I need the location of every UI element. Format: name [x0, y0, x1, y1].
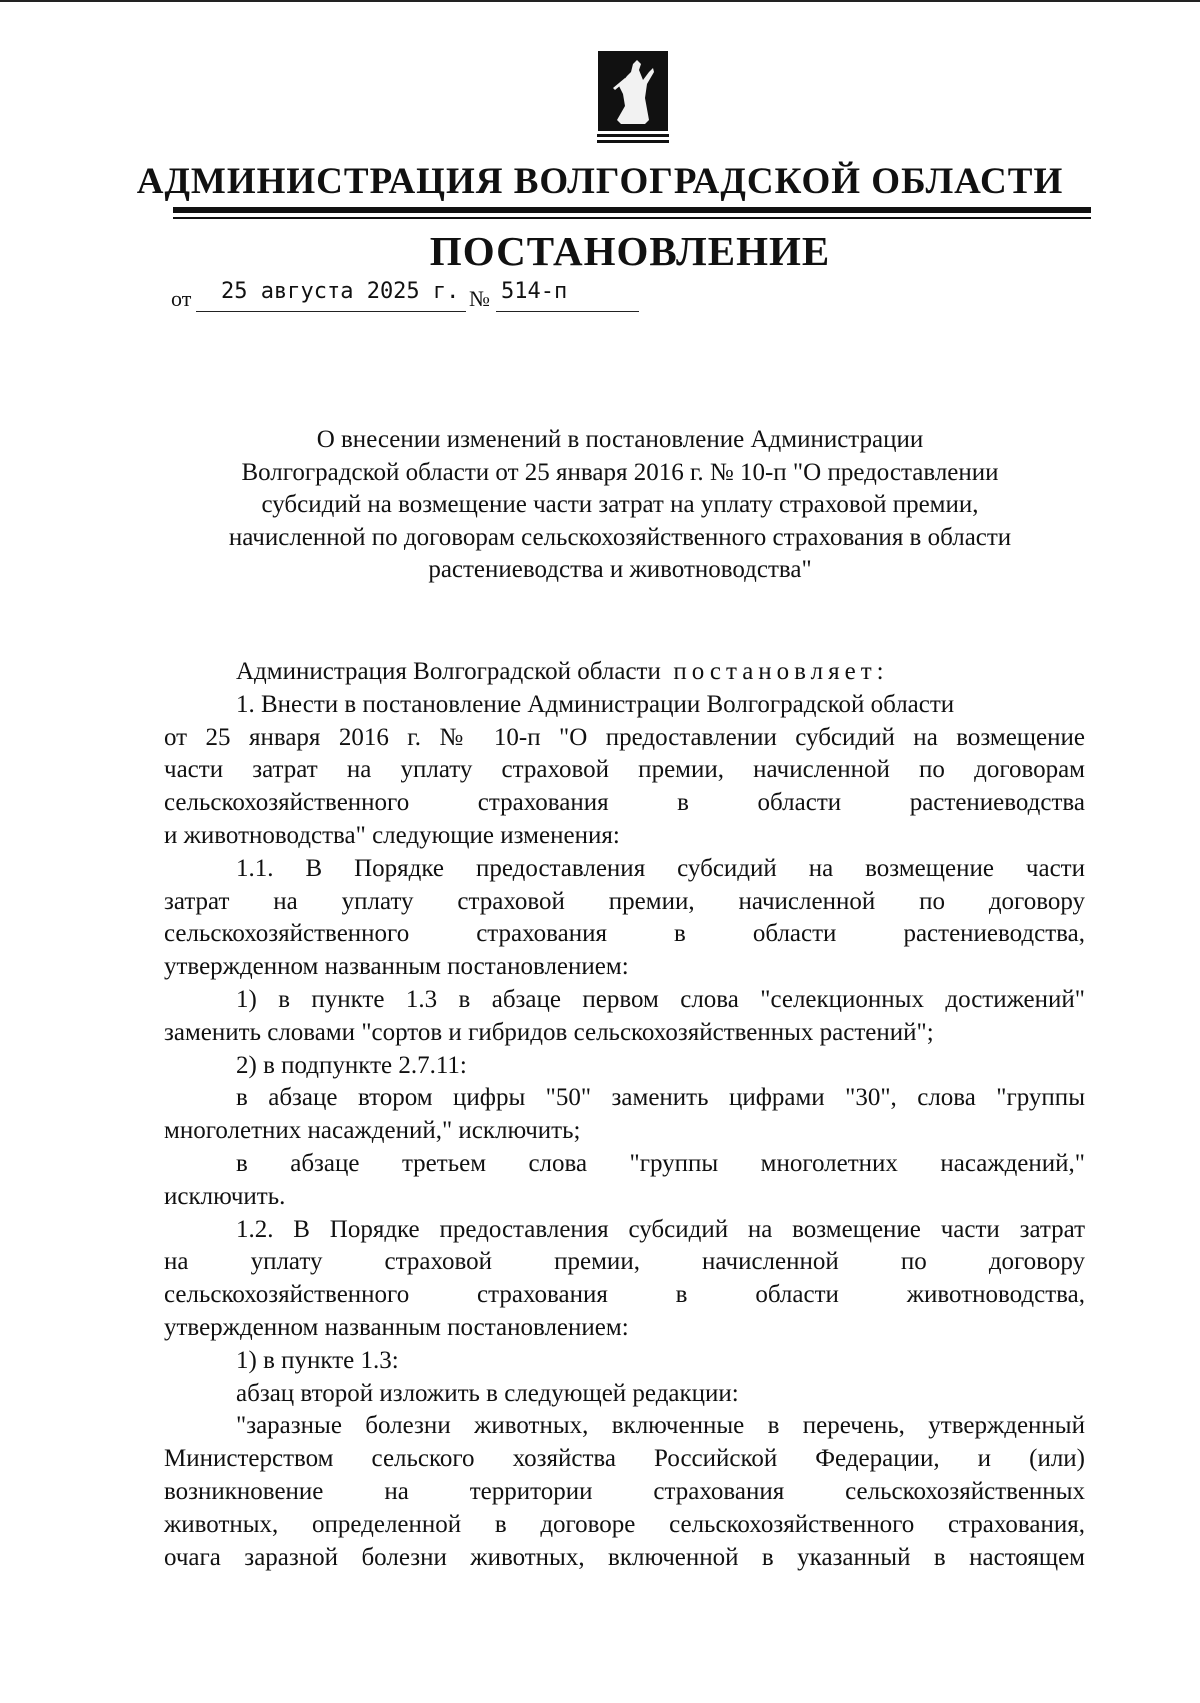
- body-line: 1) в пункте 1.3 в абзаце первом слова "селекционных достижений": [236, 985, 1085, 1013]
- body-line: в абзаце третьем слова "группы многолетних насаждений,": [236, 1149, 1085, 1177]
- document-type-title: ПОСТАНОВЛЕНИЕ: [429, 228, 831, 274]
- body-line: сельскохозяйственного страхования в области животноводства,: [164, 1281, 1085, 1309]
- heading-line: О внесении изменений в постановление Администрации: [316, 426, 924, 453]
- heading-line: начисленной по договорам сельскохозяйственного страхования в области: [228, 523, 1012, 551]
- body-line: очага заразной болезни животных, включенной в указанный в настоящем: [164, 1543, 1085, 1571]
- body-line: затрат на уплату страховой премии, начисленной по договору: [164, 887, 1085, 915]
- heading-line: субсидий на возмещение части затрат на уплату страховой премии,: [261, 491, 979, 519]
- body-line: на уплату страховой премии, начисленной по договору: [164, 1248, 1085, 1276]
- body-line: "заразные болезни животных, включенные в перечень, утвержденный: [236, 1412, 1085, 1440]
- body-line: Министерством сельского хозяйства Российской Федерации, и (или): [164, 1445, 1085, 1473]
- body-line: утвержденном названным постановлением:: [164, 953, 629, 981]
- body-line: и животноводства" следующие изменения:: [164, 821, 620, 849]
- page-top-edge: [0, 0, 1200, 2]
- number-value: 514-п: [501, 279, 568, 304]
- body-line: утвержденном названным постановлением:: [164, 1313, 629, 1341]
- body-line: в абзаце втором цифры "50" заменить цифрами "30", слова "группы: [236, 1084, 1085, 1112]
- body-line: животных, определенной в договоре сельскохозяйственного страхования,: [164, 1510, 1085, 1538]
- number-underline: [496, 311, 639, 312]
- preamble-text: Администрация Волгоградской области: [236, 658, 661, 685]
- document-heading: [150, 424, 1090, 587]
- volgograd-emblem-icon: [597, 50, 669, 145]
- document-meta-row: [171, 276, 671, 316]
- document-body: [164, 656, 1085, 1574]
- date-value: 25 августа 2025 г.: [221, 279, 460, 304]
- body-line: заменить словами "сортов и гибридов сельскохозяйственных растений";: [164, 1018, 934, 1046]
- body-line: 1.2. В Порядке предоставления субсидий на возмещение части затрат: [236, 1215, 1085, 1243]
- body-line: от 25 января 2016 г. № 10-п "О предоставлении субсидий на возмещение: [164, 723, 1085, 751]
- body-line: 1.1. В Порядке предоставления субсидий на возмещение части: [236, 854, 1085, 882]
- body-line: части затрат на уплату страховой премии, начисленной по договорам: [164, 756, 1085, 784]
- organization-title: АДМИНИСТРАЦИЯ ВОЛГОГРАДСКОЙ ОБЛАСТИ: [136, 161, 1064, 202]
- header-rule-thin: [173, 217, 1091, 219]
- body-line: 2) в подпункте 2.7.11:: [236, 1051, 467, 1079]
- preamble-line: [164, 656, 1085, 689]
- body-line: многолетних насаждений," исключить;: [164, 1117, 581, 1145]
- preamble-verb: постановляет:: [673, 658, 889, 685]
- body-line: 1. Внести в постановление Администрации Волгоградской области: [236, 690, 955, 718]
- body-line: возникновение на территории страхования сельскохозяйственных: [164, 1477, 1085, 1505]
- body-line: исключить.: [164, 1182, 286, 1210]
- date-underline: [196, 311, 466, 312]
- heading-line: Волгоградской области от 25 января 2016 г. № 10-п "О предоставлении: [241, 458, 999, 486]
- header-rule-thick: [173, 207, 1091, 213]
- body-line: сельскохозяйственного страхования в области растениеводства,: [164, 920, 1085, 948]
- heading-line: растениеводства и животноводства": [428, 556, 812, 584]
- body-line: сельскохозяйственного страхования в области растениеводства: [164, 789, 1085, 817]
- number-prefix: №: [469, 286, 490, 311]
- body-line: абзац второй изложить в следующей редакции:: [236, 1379, 739, 1407]
- date-prefix: от: [171, 286, 192, 311]
- body-line: 1) в пункте 1.3:: [236, 1346, 399, 1374]
